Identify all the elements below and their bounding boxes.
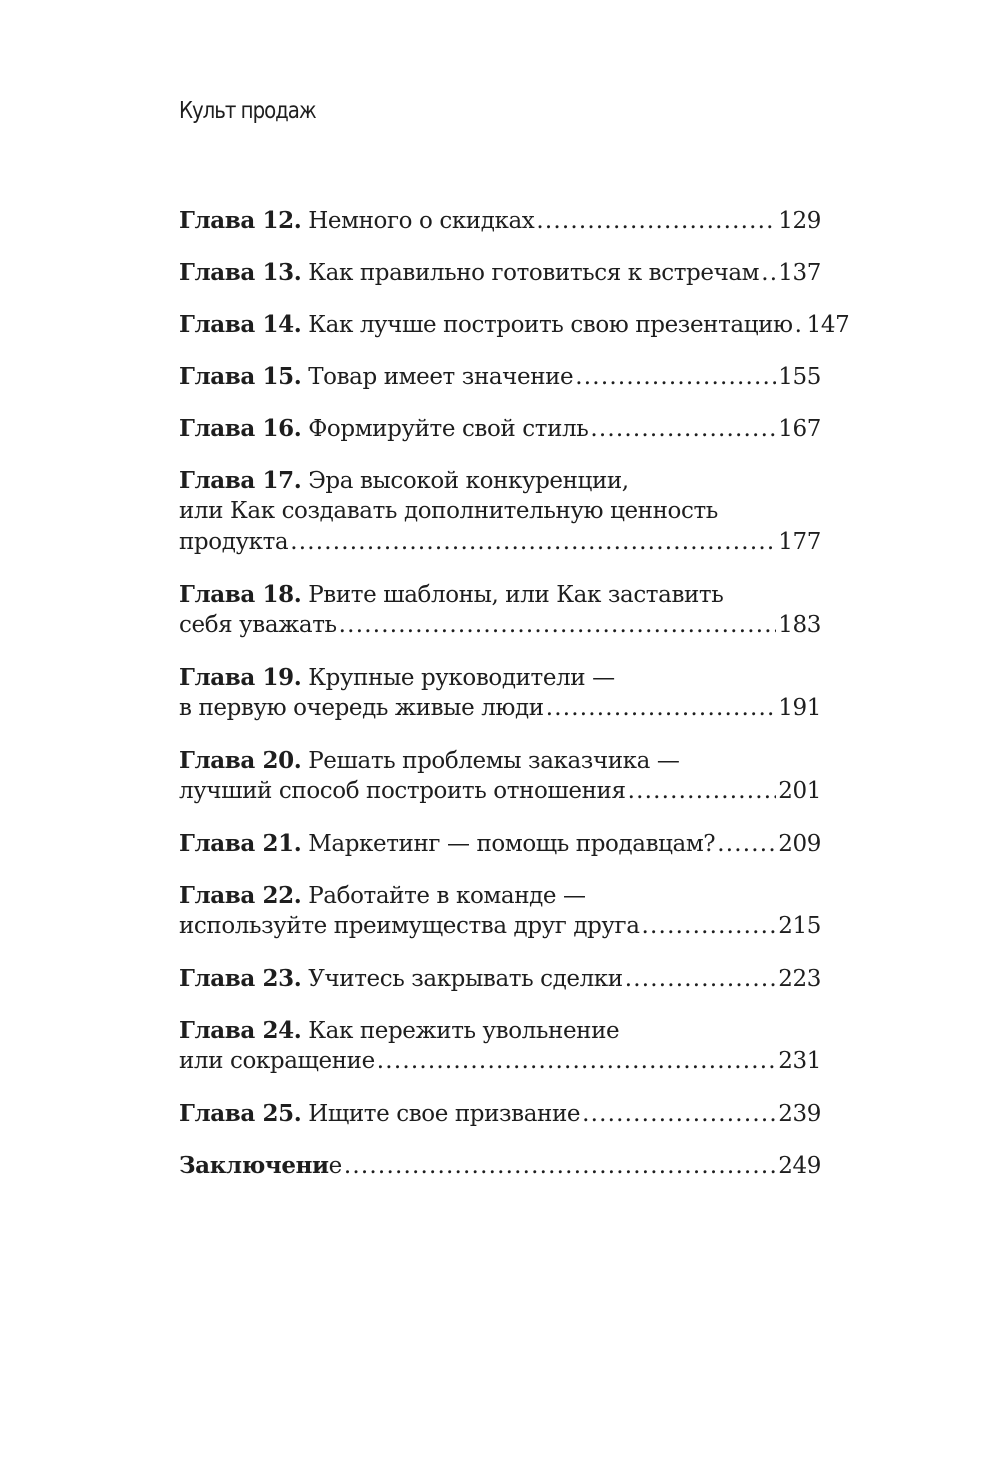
leader-dots: [795, 310, 805, 341]
chapter-number: Глава 23.: [179, 965, 302, 992]
chapter-number: Глава 12.: [179, 207, 302, 234]
toc-title-text: Решать проблемы заказчика —: [308, 748, 680, 774]
chapter-number: Глава 15.: [179, 363, 302, 390]
toc-title: [179, 776, 626, 807]
chapter-number: Глава 16.: [179, 415, 302, 442]
toc-title-line: [179, 880, 821, 911]
leader-dots: [625, 964, 777, 995]
leader-dots: [582, 1099, 776, 1130]
page-number: 183: [778, 612, 821, 638]
toc-title: [179, 828, 715, 860]
toc-title-text: Эра высокой конкуренции,: [308, 468, 629, 494]
page-number: 215: [778, 913, 821, 939]
chapter-number: Глава 22.: [179, 882, 302, 909]
toc-entry: [179, 465, 821, 558]
toc-title-text: е: [328, 1153, 342, 1179]
toc-title-line: [179, 496, 821, 527]
chapter-number: Глава 17.: [179, 467, 302, 494]
toc-title-text: лучший способ построить отношения: [179, 778, 626, 804]
toc-title-text: Как лучше построить свою презентацию: [308, 312, 793, 338]
toc-title-text: Как пережить увольнение: [308, 1018, 620, 1044]
toc-entry: [179, 1098, 821, 1129]
toc-title: [179, 963, 623, 995]
toc-title-text: Крупные руководители —: [308, 665, 615, 691]
toc-title: [179, 257, 759, 289]
toc-title-text: Маркетинг — помощь продавцам?: [308, 831, 716, 857]
toc-title-line: [179, 662, 821, 693]
chapter-number: Глава 13.: [179, 259, 302, 286]
toc-leader-line: [179, 413, 821, 444]
chapter-number: Глава 21.: [179, 830, 302, 857]
toc-title-text: Ищите свое призвание: [308, 1101, 581, 1127]
page-number: 191: [778, 695, 821, 721]
toc-title-text: или сокращение: [179, 1048, 375, 1074]
leader-dots: [717, 829, 776, 860]
toc-entry: [179, 579, 821, 641]
leader-dots: [642, 911, 777, 942]
toc-title: [179, 911, 640, 942]
toc-leader-line: [179, 527, 821, 558]
toc-title-text: используйте преимущества друг друга: [179, 913, 640, 939]
chapter-number: Глава 24.: [179, 1017, 302, 1044]
toc-title: [179, 1046, 375, 1077]
leader-dots: [761, 258, 776, 289]
toc-entry: [179, 361, 821, 392]
toc-leader-line: [179, 1046, 821, 1077]
leader-dots: [590, 414, 776, 445]
page-number: 167: [778, 416, 821, 442]
page-number: 137: [778, 260, 821, 286]
toc-title-text: Работайте в команде —: [308, 883, 586, 909]
leader-dots: [546, 693, 777, 724]
toc-title-line: [179, 465, 821, 496]
toc-title: [179, 1098, 580, 1130]
chapter-number: Глава 18.: [179, 581, 302, 608]
toc-leader-line: [179, 693, 821, 724]
page-number: 249: [778, 1153, 821, 1179]
page-number: 155: [778, 364, 821, 390]
toc-entry: [179, 880, 821, 942]
toc-title-text: Немного о скидках: [308, 208, 535, 234]
leader-dots: [344, 1151, 776, 1182]
toc-title: [179, 527, 288, 558]
toc-title-text: Как правильно готовиться к встречам: [308, 260, 760, 286]
leader-dots: [575, 362, 776, 393]
chapter-number: Глава 25.: [179, 1100, 302, 1127]
toc-entry: [179, 745, 821, 807]
toc-entry: [179, 309, 850, 340]
toc-title-text: Учитесь закрывать сделки: [308, 966, 623, 992]
page-number: 239: [778, 1101, 821, 1127]
toc-entry: [179, 963, 821, 994]
toc-leader-line: [179, 309, 850, 340]
toc-entry: [179, 205, 821, 236]
page-number: 231: [778, 1048, 821, 1074]
toc-leader-line: [179, 963, 821, 994]
toc-title-text: продукта: [179, 529, 289, 555]
toc-title: [179, 361, 573, 393]
toc-title: [179, 309, 793, 341]
toc-entry: [179, 413, 821, 444]
toc-entry: [179, 1015, 821, 1077]
toc-title-line: [179, 1015, 821, 1046]
toc-title: [179, 1150, 342, 1182]
toc-title-line: [179, 745, 821, 776]
toc-title-text: Товар имеет значение: [308, 364, 574, 390]
toc-title-text: Рвите шаблоны, или Как заставить: [308, 582, 724, 608]
running-head: Культ продаж: [179, 98, 316, 124]
toc-leader-line: [179, 610, 821, 641]
toc-leader-line: [179, 776, 821, 807]
page-number: 223: [778, 966, 821, 992]
page-number: 201: [778, 778, 821, 804]
chapter-number: Заключени: [179, 1152, 329, 1179]
page-number: 129: [778, 208, 821, 234]
leader-dots: [628, 776, 777, 807]
toc-leader-line: [179, 828, 821, 859]
toc-entry: [179, 828, 821, 859]
table-of-contents: [179, 205, 850, 1202]
page-number: 147: [806, 312, 850, 338]
toc-title-line: [179, 579, 821, 610]
toc-title-text: себя уважать: [179, 612, 337, 638]
chapter-number: Глава 14.: [179, 311, 302, 338]
toc-entry: [179, 662, 821, 724]
toc-leader-line: [179, 361, 821, 392]
toc-title-text: или Как создавать дополнительную ценность: [179, 498, 718, 524]
toc-title: [179, 205, 534, 237]
toc-title: [179, 693, 544, 724]
page-number: 177: [778, 529, 821, 555]
toc-leader-line: [179, 911, 821, 942]
leader-dots: [377, 1046, 777, 1077]
toc-title: [179, 413, 588, 445]
toc-title-text: Формируйте свой стиль: [308, 416, 589, 442]
toc-entry: [179, 257, 821, 288]
toc-entry: [179, 1150, 821, 1181]
toc-leader-line: [179, 257, 821, 288]
leader-dots: [536, 206, 776, 237]
leader-dots: [339, 610, 777, 641]
chapter-number: Глава 20.: [179, 747, 302, 774]
page-number: 209: [778, 831, 821, 857]
toc-leader-line: [179, 1150, 821, 1181]
toc-leader-line: [179, 1098, 821, 1129]
leader-dots: [290, 527, 776, 558]
toc-leader-line: [179, 205, 821, 236]
chapter-number: Глава 19.: [179, 664, 302, 691]
toc-title-text: в первую очередь живые люди: [179, 695, 544, 721]
toc-title: [179, 610, 337, 641]
